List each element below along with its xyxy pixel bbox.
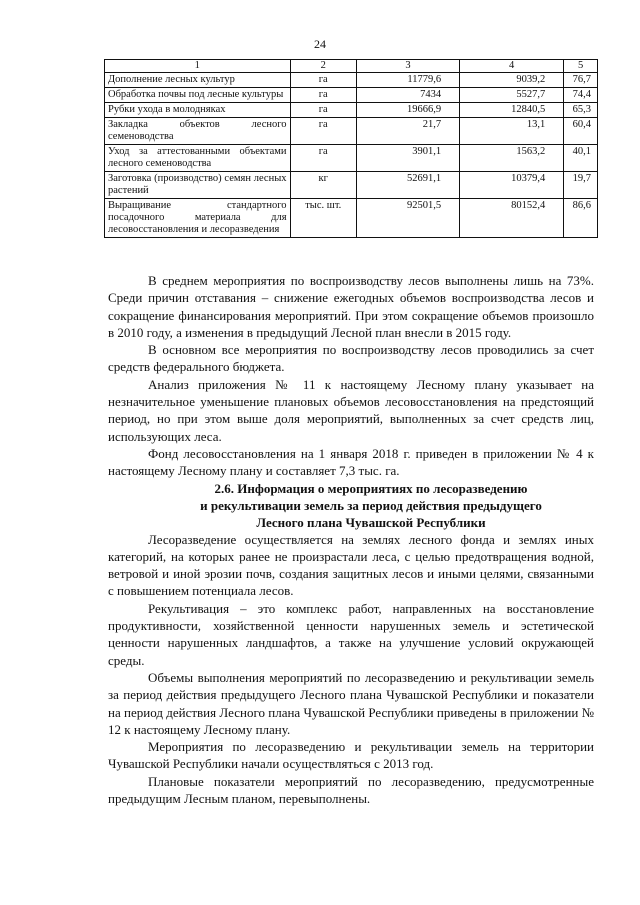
forest-reproduction-table [104,59,598,238]
table-row [105,118,598,145]
table-row [105,88,598,103]
table-row [105,103,598,118]
actual-value: 1563,2 [460,145,564,172]
unit: га [290,73,356,88]
paragraph: В основном все мероприятия по воспроизводству лесов проводились за счет средств федерального бюджета. [108,342,594,375]
paragraph: Фонд лесовосстановления на 1 января 2018 г. приведен в приложении № 4 к настоящему Лесному плану и составляет 7,3 тыс. га. [108,445,594,479]
column-header: 1 [105,60,291,73]
measure-name: Заготовка (производство) семян лесных растений [105,172,291,199]
completion-percent: 40,1 [564,145,598,172]
completion-percent: 86,6 [564,199,598,238]
measure-name: Закладка объектов лесного семеноводства [105,118,291,145]
planned-value: 92501,5 [356,199,459,238]
unit: кг [290,172,356,199]
measure-name: Рубки ухода в молодняках [105,103,291,118]
measure-name: Выращивание стандартного посадочного материала для лесовосстановления и лесоразведения [105,199,291,238]
planned-value: 3901,1 [356,145,459,172]
section-heading-line: Лесного плана Чувашской Республики [256,514,486,530]
column-header: 2 [290,60,356,73]
actual-value: 12840,5 [460,103,564,118]
measure-name: Обработка почвы под лесные культуры [105,88,291,103]
planned-value: 52691,1 [356,172,459,199]
section-heading-line: и рекультивации земель за период действия предыдущего [200,497,542,513]
unit: га [290,88,356,103]
completion-percent: 60,4 [564,118,598,145]
paragraph: Рекультивация – это комплекс работ, направленных на восстановление продуктивности, хозяйственной ценности нарушенных земель и эстетической ценности нарушенных ландшафтов, а также на улучшение условий окружающей среды. [108,600,594,668]
paragraph: Плановые показатели мероприятий по лесоразведению, предусмотренные предыдущим Лесным планом, перевыполнены. [108,773,594,807]
table-row [105,145,598,172]
paragraph: Мероприятия по лесоразведению и рекультивации земель на территории Чувашской Республики начали осуществляться с 2013 год. [108,739,594,772]
table-row [105,199,598,238]
completion-percent: 76,7 [564,73,598,88]
table-row [105,172,598,199]
actual-value: 10379,4 [460,172,564,199]
planned-value: 7434 [356,88,459,103]
completion-percent: 19,7 [564,172,598,199]
actual-value: 80152,4 [460,199,564,238]
paragraph: Лесоразведение осуществляется на землях лесного фонда и землях иных категорий, на которых ранее не произрастали леса, с целью предотвращения водной, ветровой и иной эрозии почв, создания защитных лесов и иными целями, связанными с повышением потенциала лесов. [108,531,594,599]
planned-value: 21,7 [356,118,459,145]
completion-percent: 74,4 [564,88,598,103]
document-body [108,272,594,807]
planned-value: 19666,9 [356,103,459,118]
column-header: 3 [356,60,459,73]
paragraph: Объемы выполнения мероприятий по лесоразведению и рекультивации земель за период действия предыдущего Лесного плана Чувашской Республики и показатели на период действия Лесного плана Чувашской Республики приведены в приложении № 12 к настоящему Лесному плану. [108,669,594,737]
table-header-row [105,60,598,73]
completion-percent: 65,3 [564,103,598,118]
measure-name: Уход за аттестованными объектами лесного семеноводства [105,145,291,172]
actual-value: 13,1 [460,118,564,145]
paragraph: Анализ приложения № 11 к настоящему Лесному плану указывает на незначительное уменьшение плановых объемов лесовосстановления на предстоящий период, но при этом выше доля мероприятий, выполненных за счет средств лиц, использующих леса. [108,376,594,444]
unit: га [290,145,356,172]
page-number: 24 [314,37,326,51]
column-header: 4 [460,60,564,73]
actual-value: 9039,2 [460,73,564,88]
paragraph: В среднем мероприятия по воспроизводству лесов выполнены лишь на 73%. Среди причин отставания – снижение ежегодных объемов воспроизводства лесов и сокращение финансирования мероприятий. При этом сокращение объемов произошло в 2010 году, а изменения в предыдущий Лесной план внесли в 2015 году. [108,273,594,340]
table-row [105,73,598,88]
measure-name: Дополнение лесных культур [105,73,291,88]
unit: тыс. шт. [290,199,356,238]
section-heading [108,480,594,531]
unit: га [290,103,356,118]
section-heading-line: 2.6. Информация о мероприятиях по лесоразведению [214,480,528,496]
actual-value: 5527,7 [460,88,564,103]
planned-value: 11779,6 [356,73,459,88]
column-header: 5 [564,60,598,73]
unit: га [290,118,356,145]
